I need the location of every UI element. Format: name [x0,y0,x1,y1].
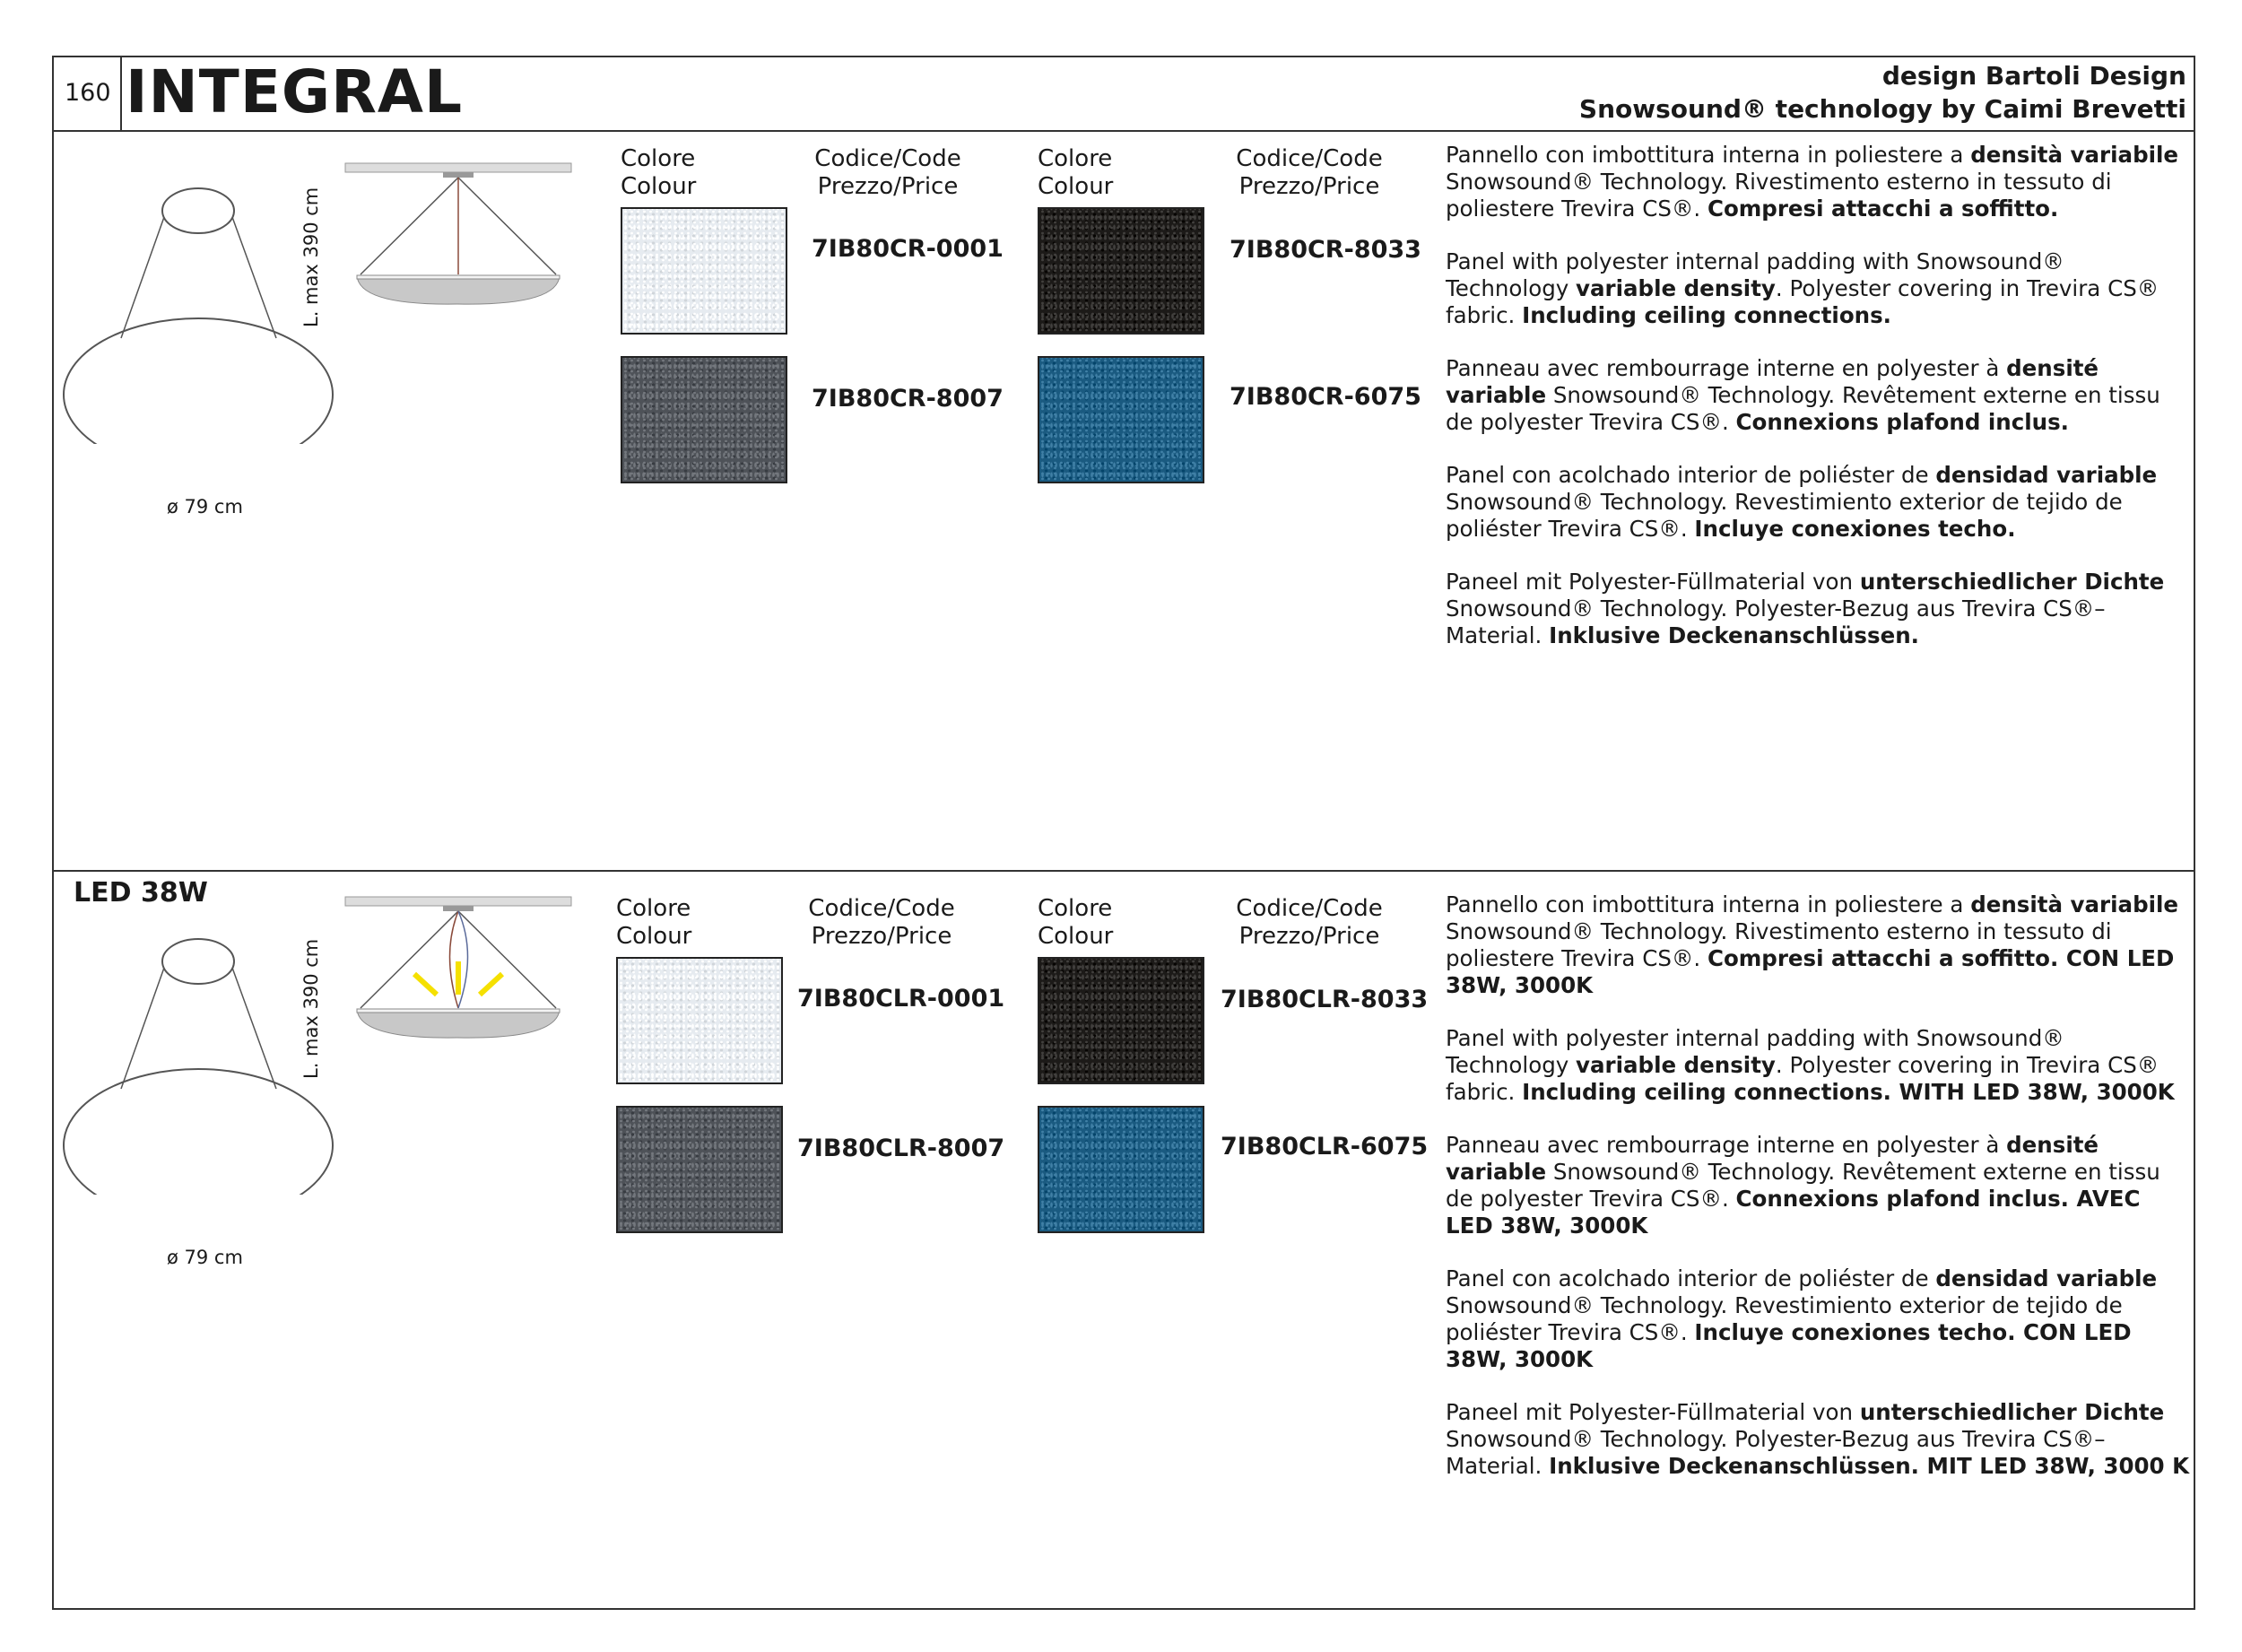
colour-label: Colour [621,173,697,200]
product-code: 7IB80CR-0001 [812,235,1004,263]
colour-header [1038,895,1113,951]
description-en: Panel with polyester internal padding with Snowsound® Technology variable density. Polyester covering in Trevira CS® fabric. Including ceiling connections. [1446,248,2159,328]
design-credit: design Bartoli Design [1881,61,2186,91]
length-label: L. max 390 cm [300,187,322,327]
colour-label: Colour [1038,923,1114,950]
codice-label: Codice/Code [814,145,961,172]
swatch-white [616,957,783,1084]
page-number-divider [120,56,122,131]
section-divider [52,870,2195,872]
code-header [1233,145,1386,201]
diameter-label: ø 79 cm [167,496,243,517]
description-block [1446,142,2190,675]
code-header [812,145,964,201]
header-divider [52,130,2195,132]
prezzo-label: Prezzo/Price [811,923,952,950]
colour-header [616,895,691,951]
swatch-black [1038,957,1204,1084]
product-code: 7IB80CR-6075 [1230,383,1421,411]
description-es: Panel con acolchado interior de poliéster de densidad variable Snowsound® Technology. Revestimiento exterior de tejido de poliéster Trevira CS®. Incluye conexiones techo. [1446,462,2158,542]
product-code: 7IB80CR-8007 [812,385,1004,413]
description-de: Paneel mit Polyester-Füllmaterial von unterschiedlicher Dichte Snowsound® Technology. Polyester-Bezug aus Trevira CS®–Material. Inklusive Deckenanschlüssen. MIT LED 38W, 3000 K [1446,1399,2190,1479]
length-label: L. max 390 cm [300,938,322,1079]
colore-label: Colore [1038,145,1113,172]
codice-label: Codice/Code [1236,145,1383,172]
code-header [805,895,958,951]
page-number: 160 [65,79,111,107]
colour-label: Colour [616,923,692,950]
code-header [1233,895,1386,951]
description-de: Paneel mit Polyester-Füllmaterial von unterschiedlicher Dichte Snowsound® Technology. Polyester-Bezug aus Trevira CS®–Material. Inklusive Deckenanschlüssen. [1446,569,2165,648]
led-variant-label: LED 38W [74,877,208,909]
description-es: Panel con acolchado interior de poliéster de densidad variable Snowsound® Technology. Revestimiento exterior de tejido de poliéster Trevira CS®. Incluye conexiones techo. CON LED 38W, 3000K [1446,1265,2158,1372]
product-code: 7IB80CLR-8033 [1221,986,1429,1013]
technology-credit: Snowsound® technology by Caimi Brevetti [1578,94,2186,124]
product-code: 7IB80CLR-6075 [1221,1133,1429,1161]
description-it: Pannello con imbottitura interna in poliestere a densità variabile Snowsound® Technology. Rivestimento esterno in tessuto di poliestere Trevira CS®. Compresi attacchi a soffitto. [1446,142,2179,222]
product-code: 7IB80CR-8033 [1230,236,1421,264]
codice-label: Codice/Code [1236,895,1383,922]
swatch-black [1038,207,1204,335]
side-view-illustration [343,158,576,310]
codice-label: Codice/Code [808,895,955,922]
diameter-label: ø 79 cm [167,1247,243,1268]
colour-header [1038,145,1113,201]
colore-label: Colore [1038,895,1113,922]
description-it: Pannello con imbottitura interna in poliestere a densità variabile Snowsound® Technology. Rivestimento esterno in tessuto di poliestere Trevira CS®. Compresi attacchi a soffitto. CON LED 38W, 3000K [1446,891,2179,998]
swatch-blue [1038,1106,1204,1233]
swatch-white [621,207,787,335]
prezzo-label: Prezzo/Price [1238,923,1380,950]
colore-label: Colore [621,145,696,172]
product-code: 7IB80CLR-8007 [797,1135,1005,1162]
colour-header [621,145,696,201]
description-en: Panel with polyester internal padding with Snowsound® Technology variable density. Polyester covering in Trevira CS® fabric. Including ceiling connections. WITH LED 38W, 3000K [1446,1025,2175,1105]
colore-label: Colore [616,895,691,922]
product-code: 7IB80CLR-0001 [797,985,1005,1013]
prezzo-label: Prezzo/Price [1238,173,1380,200]
swatch-grey [621,356,787,483]
description-fr: Panneau avec rembourrage interne en polyester à densité variable Snowsound® Technology. Revêtement externe en tissu de polyester Trevira CS®. Connexions plafond inclus. AVEC LED 38W, 3000K [1446,1132,2160,1239]
prezzo-label: Prezzo/Price [817,173,959,200]
swatch-grey [616,1106,783,1233]
page-title: INTEGRAL [126,57,464,126]
colour-label: Colour [1038,173,1114,200]
swatch-blue [1038,356,1204,483]
description-fr: Panneau avec rembourrage interne en polyester à densité variable Snowsound® Technology. Revêtement externe en tissu de polyester Trevira CS®. Connexions plafond inclus. [1446,355,2160,435]
side-view-led-illustration [343,891,576,1044]
description-block [1446,891,2190,1506]
